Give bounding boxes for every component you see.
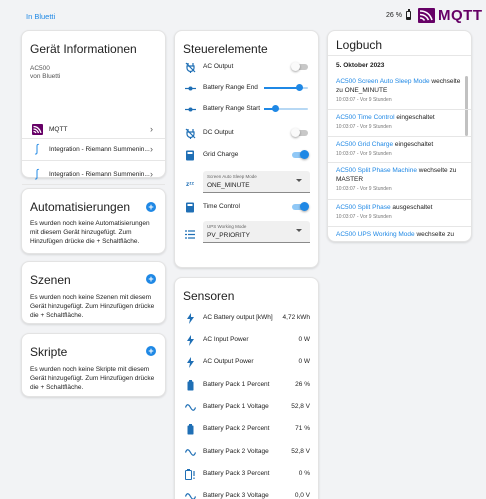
add-automation-button[interactable]: + bbox=[146, 202, 156, 212]
battery-icon bbox=[406, 11, 411, 20]
sensor-value: 52,8 V bbox=[291, 403, 310, 410]
integration-label: Integration - Riemann Summenin... bbox=[49, 145, 150, 153]
divider bbox=[328, 199, 471, 200]
control-label: DC Output bbox=[203, 129, 234, 136]
chevron-right-icon: › bbox=[150, 144, 153, 154]
divider bbox=[328, 226, 471, 227]
sensor-row[interactable] bbox=[175, 419, 318, 439]
control-row-grid-charge bbox=[175, 145, 318, 165]
control-label: Battery Range Start bbox=[203, 105, 261, 112]
select-label: UPS Working Mode bbox=[207, 224, 247, 229]
sensor-value: 0 % bbox=[298, 470, 310, 477]
select-value: PV_PRIORITY bbox=[207, 232, 250, 239]
logbook-entry bbox=[336, 77, 461, 103]
logbook-message bbox=[336, 140, 461, 149]
sensor-label: AC Output Power bbox=[203, 358, 254, 365]
add-scene-button[interactable]: + bbox=[146, 274, 156, 284]
sine-wave-icon bbox=[184, 446, 196, 458]
logbook-action-text: ausgeschaltet bbox=[390, 204, 433, 211]
select-value: ONE_MINUTE bbox=[207, 182, 250, 189]
integral-icon: ∫ bbox=[35, 143, 39, 155]
time-control-toggle[interactable] bbox=[292, 204, 308, 210]
battery-icon bbox=[184, 423, 196, 435]
divider bbox=[328, 136, 471, 137]
sensor-row[interactable] bbox=[175, 486, 318, 499]
battery-range-start-slider[interactable] bbox=[264, 108, 308, 110]
sensors-card bbox=[174, 277, 319, 499]
dc-output-toggle[interactable] bbox=[292, 130, 308, 136]
battery-icon bbox=[184, 379, 196, 391]
control-row-dc-output bbox=[175, 123, 318, 143]
control-label: Time Control bbox=[203, 203, 240, 210]
flash-icon bbox=[184, 312, 196, 324]
sensor-value: 71 % bbox=[295, 425, 310, 432]
battery-alert-icon bbox=[184, 468, 196, 480]
logbook-action-text: wechselte zu MASTER bbox=[336, 167, 457, 183]
logbook-card bbox=[327, 30, 472, 242]
sine-wave-icon bbox=[184, 401, 196, 413]
logbook-message bbox=[336, 77, 461, 95]
control-label: AC Output bbox=[203, 63, 234, 70]
sensor-value: 0 W bbox=[298, 336, 310, 343]
flash-icon bbox=[184, 356, 196, 368]
sensor-label: Battery Pack 1 Percent bbox=[203, 381, 270, 388]
logbook-time: 10:03:07 - Vor 9 Stunden bbox=[336, 214, 392, 220]
sensor-row[interactable] bbox=[175, 308, 318, 328]
sine-wave-icon bbox=[184, 490, 196, 499]
logbook-entry bbox=[336, 113, 461, 130]
scripts-text: Es wurden noch keine Skripte mit diesem Gerät hinzugefügt. Zum Hinzufügen drücke die + Schaltfläche. bbox=[30, 366, 155, 391]
integration-row-riemann-2[interactable] bbox=[22, 162, 165, 186]
sensor-label: Battery Pack 1 Voltage bbox=[203, 403, 269, 410]
flash-icon bbox=[184, 334, 196, 346]
sensor-label: Battery Pack 2 Voltage bbox=[203, 448, 269, 455]
logbook-action-text: eingeschaltet bbox=[394, 114, 435, 121]
sensor-label: AC Input Power bbox=[203, 336, 249, 343]
scenes-text: Es wurden noch keine Szenen mit diesem Gerät hinzugefügt. Zum Hinzufügen drücke die + Schaltfläche. bbox=[30, 294, 155, 319]
control-row-ups-mode bbox=[175, 221, 318, 247]
logbook-message bbox=[336, 166, 461, 184]
logbook-action-text: wechselte zu bbox=[414, 231, 455, 238]
device-model: AC500 bbox=[30, 65, 50, 72]
automations-card bbox=[21, 188, 166, 254]
integration-row-riemann-1[interactable] bbox=[22, 137, 165, 161]
power-plug-off-icon bbox=[184, 127, 196, 139]
top-bar bbox=[0, 0, 486, 30]
control-label: Grid Charge bbox=[203, 151, 239, 158]
automations-text: Es wurden noch keine Automatisierungen mit diesem Gerät hinzugefügt. Zum Hinzufügen drücke die + Schaltfläche. bbox=[30, 220, 150, 245]
sensor-row[interactable] bbox=[175, 375, 318, 395]
logbook-entity-link[interactable]: AC500 Split Phase bbox=[336, 204, 391, 211]
battery-range-end-slider[interactable] bbox=[264, 87, 308, 89]
sensor-label: Battery Pack 2 Percent bbox=[203, 425, 270, 432]
ray-vertex-icon bbox=[184, 103, 196, 115]
control-row-sleep-mode bbox=[175, 171, 318, 197]
logbook-message bbox=[336, 113, 461, 122]
control-row-ac-output bbox=[175, 57, 318, 77]
device-vendor: von Bluetti bbox=[30, 73, 61, 80]
mqtt-logo bbox=[418, 7, 483, 24]
sensor-row[interactable] bbox=[175, 330, 318, 350]
sensor-value: 26 % bbox=[295, 381, 310, 388]
scripts-title: Skripte bbox=[30, 345, 68, 359]
scenes-card bbox=[21, 261, 166, 324]
dropdown-arrow-icon bbox=[296, 179, 302, 182]
battery-status bbox=[386, 11, 411, 20]
ray-vertex-icon bbox=[184, 82, 196, 94]
sensor-label: Battery Pack 3 Voltage bbox=[203, 492, 269, 499]
scripts-card bbox=[21, 333, 166, 397]
dropdown-arrow-icon bbox=[296, 229, 302, 232]
calculator-icon bbox=[184, 201, 196, 213]
logbook-action-text: eingeschaltet bbox=[393, 141, 434, 148]
divider bbox=[328, 109, 471, 110]
format-list-icon bbox=[184, 228, 196, 240]
breadcrumb-link[interactable]: In Bluetti bbox=[26, 12, 56, 21]
ac-output-toggle[interactable] bbox=[292, 64, 308, 70]
calculator-icon bbox=[184, 149, 196, 161]
device-info-title: Gerät Informationen bbox=[30, 42, 137, 56]
logbook-time: 10:03:07 - Vor 9 Stunden bbox=[336, 124, 392, 130]
logbook-title: Logbuch bbox=[336, 38, 383, 52]
mqtt-logo-icon bbox=[418, 8, 435, 23]
logbook-action-text: wechselte zu ONE_MINUTE bbox=[336, 78, 461, 94]
power-plug-off-icon bbox=[184, 61, 196, 73]
control-label: Battery Range End bbox=[203, 84, 258, 91]
logbook-entity-link[interactable]: AC500 Time Control bbox=[336, 114, 395, 121]
chevron-right-icon: › bbox=[150, 124, 153, 134]
sleep-icon: zᶻᶻ bbox=[186, 180, 194, 188]
divider bbox=[328, 162, 471, 163]
mqtt-logo-text: MQTT bbox=[438, 7, 483, 24]
logbook-message bbox=[336, 203, 461, 212]
logbook-entity-link[interactable]: AC500 Grid Charge bbox=[336, 141, 394, 148]
control-row-battery-range-end bbox=[175, 78, 318, 98]
integration-label: MQTT bbox=[49, 125, 68, 133]
ups-mode-select[interactable] bbox=[203, 221, 310, 243]
logbook-scrollbar[interactable] bbox=[465, 76, 468, 136]
logbook-entry bbox=[336, 203, 461, 220]
sensor-value: 52,8 V bbox=[291, 448, 310, 455]
sensor-value: 0 W bbox=[298, 358, 310, 365]
logbook-time: 10:03:07 - Vor 9 Stunden bbox=[336, 151, 392, 157]
sensor-label: Battery Pack 3 Percent bbox=[203, 470, 270, 477]
control-row-battery-range-start bbox=[175, 99, 318, 119]
logbook-entity-link[interactable]: AC500 Split Phase Machine bbox=[336, 167, 417, 174]
divider bbox=[328, 55, 471, 56]
sensor-value: 0,0 V bbox=[294, 492, 310, 499]
sensor-row[interactable] bbox=[175, 397, 318, 417]
sensor-label: AC Battery output [kWh] bbox=[203, 314, 273, 321]
battery-percent-text: 26 % bbox=[386, 12, 402, 19]
sleep-mode-select[interactable] bbox=[203, 171, 310, 193]
chevron-right-icon: › bbox=[150, 169, 153, 179]
divider bbox=[22, 160, 165, 161]
integration-label: Integration - Riemann Summenin... bbox=[49, 170, 150, 178]
logbook-time: 10:03:07 - Vor 9 Stunden bbox=[336, 97, 392, 103]
sensors-title: Sensoren bbox=[183, 289, 235, 303]
grid-charge-toggle[interactable] bbox=[292, 152, 308, 158]
logbook-entity-link[interactable]: AC500 Screen Auto Sleep Mode bbox=[336, 78, 430, 85]
integral-icon: ∫ bbox=[35, 168, 39, 180]
scenes-title: Szenen bbox=[30, 273, 71, 287]
sensor-row[interactable] bbox=[175, 352, 318, 372]
logbook-entry bbox=[336, 230, 461, 241]
add-script-button[interactable]: + bbox=[146, 346, 156, 356]
logbook-entity-link[interactable]: AC500 UPS Working Mode bbox=[336, 231, 415, 238]
sensor-row[interactable] bbox=[175, 442, 318, 462]
mqtt-icon bbox=[31, 123, 43, 135]
select-label: Screen Auto Sleep Mode bbox=[207, 174, 257, 179]
controls-title: Steuerelemente bbox=[183, 42, 268, 56]
device-info-card bbox=[21, 30, 166, 178]
automations-title: Automatisierungen bbox=[30, 200, 131, 214]
logbook-message bbox=[336, 230, 461, 239]
sensor-value: 4,72 kWh bbox=[282, 314, 310, 321]
logbook-entry bbox=[336, 166, 461, 192]
logbook-time: 10:03:07 - Vor 9 Stunden bbox=[336, 186, 392, 192]
logbook-date: 5. Oktober 2023 bbox=[336, 62, 385, 69]
controls-card bbox=[174, 30, 319, 268]
logbook-entry bbox=[336, 140, 461, 157]
sensor-row[interactable] bbox=[175, 464, 318, 484]
divider bbox=[22, 184, 165, 185]
control-row-time-control bbox=[175, 197, 318, 217]
